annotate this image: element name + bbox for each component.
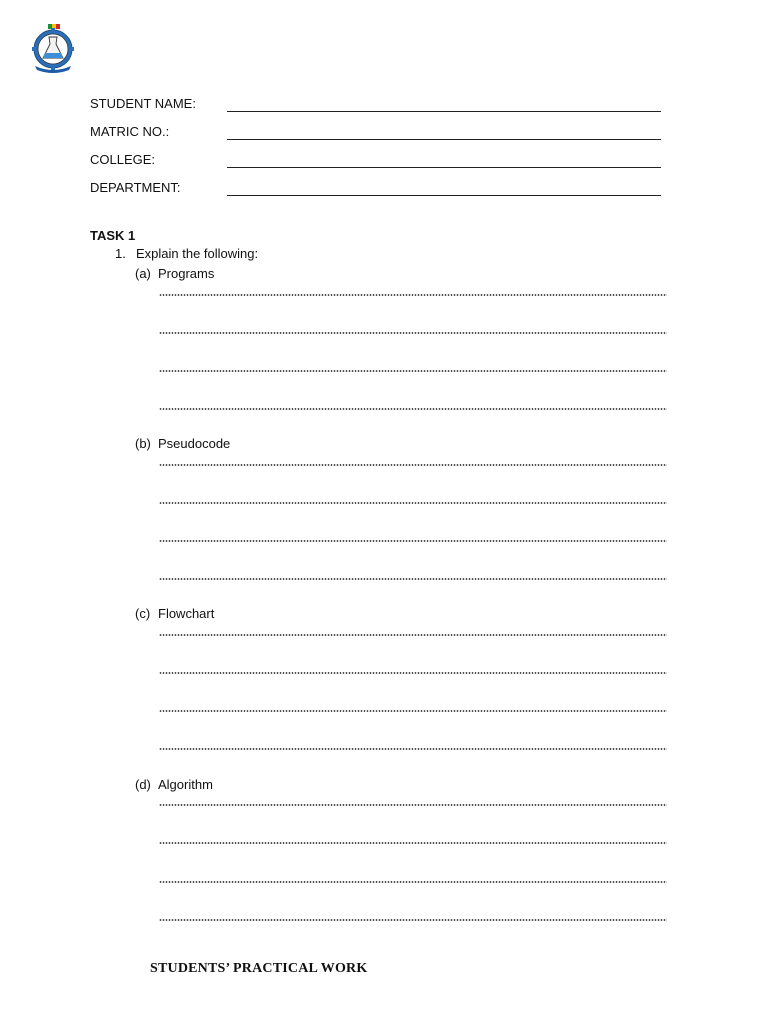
student-name-field <box>90 95 670 115</box>
answer-line[interactable] <box>159 919 667 921</box>
department-field <box>90 179 670 199</box>
part-b-label: Pseudocode <box>158 436 231 451</box>
answer-line[interactable] <box>159 748 667 750</box>
question-text: Explain the following: <box>136 246 259 261</box>
part-c-letter: (c) <box>135 606 151 621</box>
answer-line[interactable] <box>159 370 667 372</box>
matric-no-field <box>90 123 670 143</box>
answer-line[interactable] <box>159 502 667 504</box>
college-field <box>90 151 670 171</box>
university-crest-icon <box>27 22 79 74</box>
answer-line[interactable] <box>159 881 667 883</box>
student-name-label: STUDENT NAME: <box>90 96 196 111</box>
answer-line[interactable] <box>159 634 667 636</box>
answer-line[interactable] <box>159 672 667 674</box>
part-c <box>135 605 214 623</box>
answer-line[interactable] <box>159 408 667 410</box>
task-title: TASK 1 <box>90 228 136 243</box>
matric-no-blank[interactable] <box>227 139 661 140</box>
matric-no-label: MATRIC NO.: <box>90 124 170 139</box>
college-label: COLLEGE: <box>90 152 156 167</box>
answer-line[interactable] <box>159 578 667 580</box>
part-b <box>135 435 230 453</box>
answer-line[interactable] <box>159 710 667 712</box>
part-a-letter: (a) <box>135 266 151 281</box>
department-label: DEPARTMENT: <box>90 180 181 195</box>
answer-line[interactable] <box>159 540 667 542</box>
part-d <box>135 776 213 794</box>
college-blank[interactable] <box>227 167 661 168</box>
question-1 <box>115 245 258 263</box>
student-name-blank[interactable] <box>227 111 661 112</box>
part-d-label: Algorithm <box>158 777 213 792</box>
answer-line[interactable] <box>159 842 667 844</box>
part-b-letter: (b) <box>135 436 151 451</box>
department-blank[interactable] <box>227 195 661 196</box>
part-c-label: Flowchart <box>158 606 215 621</box>
part-a-label: Programs <box>158 266 215 281</box>
question-number: 1. <box>115 246 126 261</box>
answer-line[interactable] <box>159 332 667 334</box>
answer-line[interactable] <box>159 804 667 806</box>
answer-line[interactable] <box>159 294 667 296</box>
part-a <box>135 265 214 283</box>
part-d-letter: (d) <box>135 777 151 792</box>
practical-work-title: STUDENTS’ PRACTICAL WORK <box>150 961 368 976</box>
answer-line[interactable] <box>159 464 667 466</box>
